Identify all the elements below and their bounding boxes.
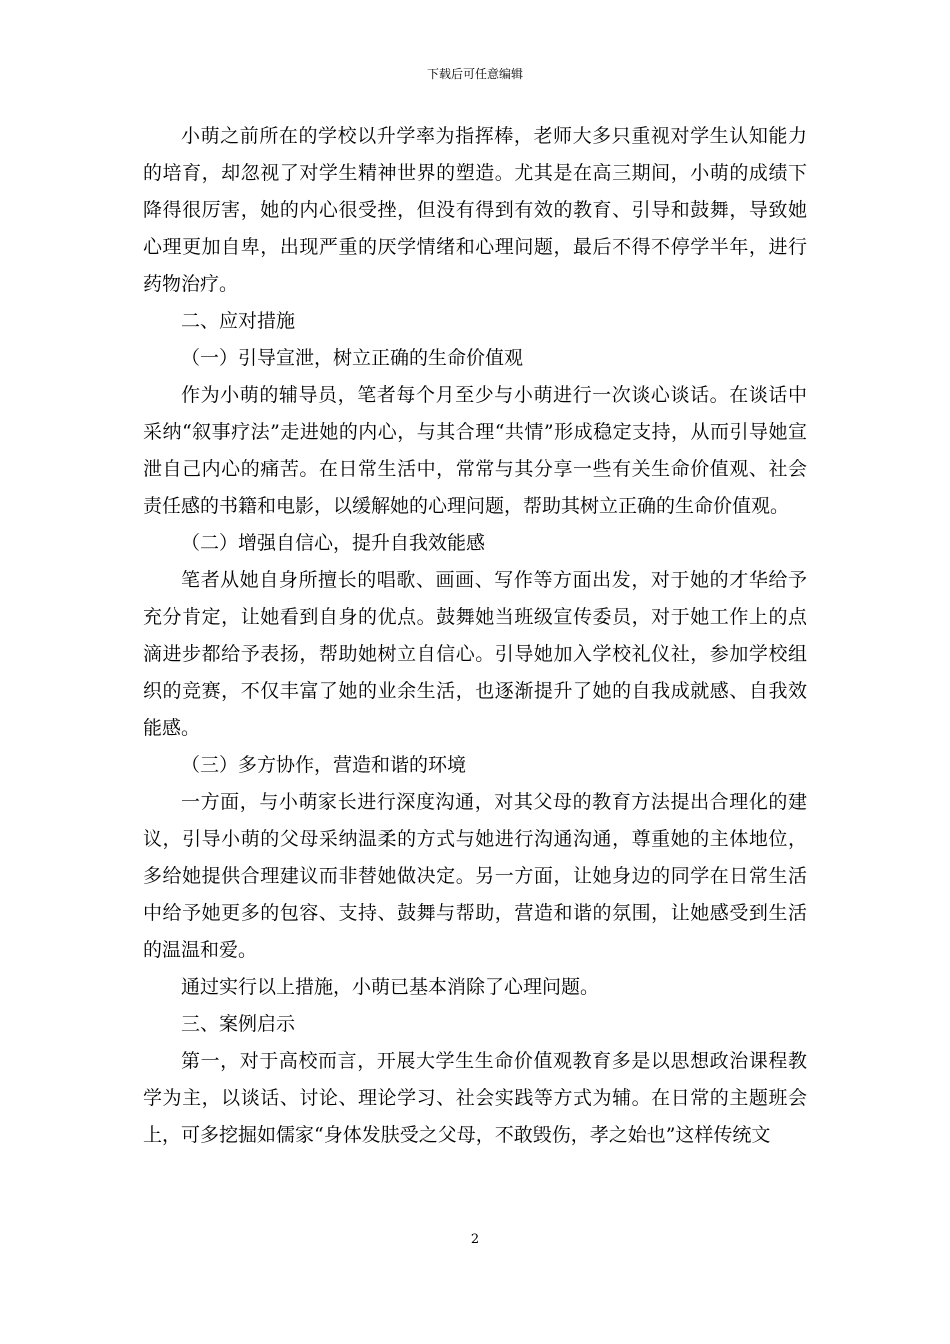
document-body (143, 118, 807, 1154)
section-heading: 三、案例启示 (181, 1013, 296, 1035)
subsection-heading: （二）增强自信心，提升自我效能感 (181, 532, 486, 554)
subsection-heading: （三）多方协作，营造和谐的环境 (181, 754, 467, 776)
section-heading: 二、应对措施 (181, 310, 296, 332)
paragraph: 小萌之前所在的学校以升学率为指挥棒，老师大多只重视对学生认知能力的培育，却忽视了对学生精神世界的塑造。尤其是在高三期间，小萌的成绩下降得很厉害，她的内心很受挫，但没有得到有效的教育、引导和鼓舞，导致她心理更加自卑，出现严重的厌学情绪和心理问题，最后不得不停学半年，进行药物治疗。 (143, 125, 807, 295)
subsection-heading: （一）引导宣泄，树立正确的生命价值观 (181, 347, 524, 369)
paragraph: 通过实行以上措施，小萌已基本消除了心理问题。 (181, 976, 600, 998)
paragraph: 作为小萌的辅导员，笔者每个月至少与小萌进行一次谈心谈话。在谈话中采纳“叙事疗法”走进她的内心，与其合理“共情”形成稳定支持，从而引导她宣泄自己内心的痛苦。在日常生活中，常常与其分享一些有关生命价值观、社会责任感的书籍和电影，以缓解她的心理问题，帮助其树立正确的生命价值观。 (143, 384, 807, 517)
paragraph: 笔者从她自身所擅长的唱歌、画画、写作等方面出发，对于她的才华给予充分肯定，让她看到自身的优点。鼓舞她当班级宣传委员，对于她工作上的点滴进步都给予表扬，帮助她树立自信心。引导她加入学校礼仪社，参加学校组织的竞赛，不仅丰富了她的业余生活，也逐渐提升了她的自我成就感、自我效能感。 (143, 569, 807, 739)
page-header: 下载后可任意编辑 (426, 67, 523, 81)
paragraph: 一方面，与小萌家长进行深度沟通，对其父母的教育方法提出合理化的建议，引导小萌的父母采纳温柔的方式与她进行沟通沟通，尊重她的主体地位，多给她提供合理建议而非替她做决定。另一方面，让她身边的同学在日常生活中给予她更多的包容、支持、鼓舞与帮助，营造和谐的氛围，让她感受到生活的温温和爱。 (143, 791, 807, 961)
paragraph: 第一，对于高校而言，开展大学生生命价值观教育多是以思想政治课程教学为主，以谈话、讨论、理论学习、社会实践等方式为辅。在日常的主题班会上，可多挖掘如儒家“身体发肤受之父母，不敢毁伤，孝之始也”这样传统文 (143, 1050, 807, 1146)
page-number: 2 (470, 1232, 480, 1247)
